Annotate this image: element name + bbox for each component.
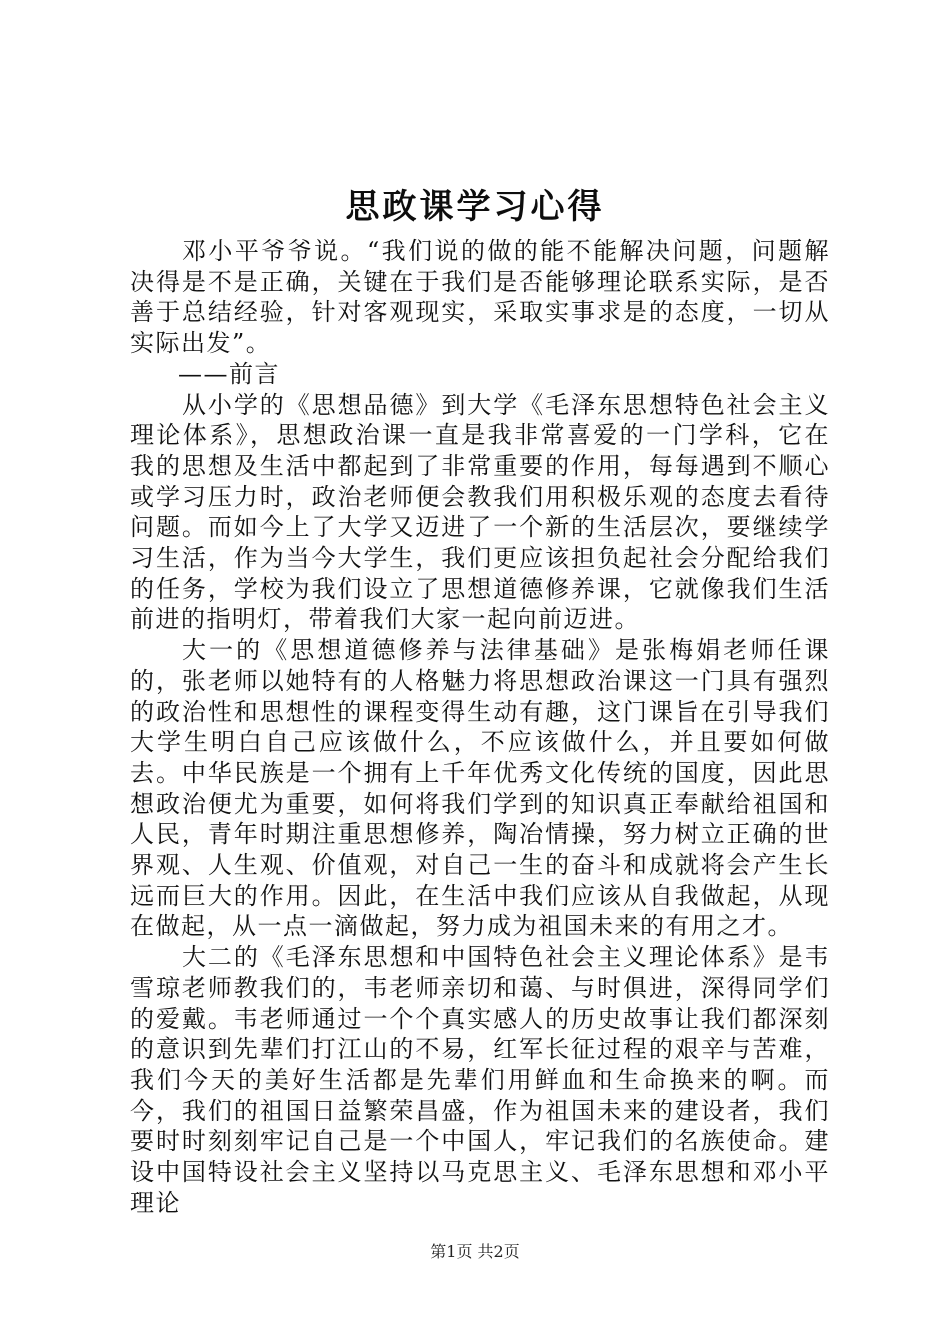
paragraph-attribution: ——前言 (178, 359, 280, 388)
page-footer: 第1页 共2页 (430, 1242, 520, 1261)
document-body (130, 236, 830, 1219)
paragraph-quote: 邓小平爷爷说。“我们说的做的能不能解决问题，问题解决得是不是正确，关键在于我们是否能够理论联系实际，是否善于总结经验，针对客观现实，采取实事求是的态度，一切从实际出发”。 (130, 237, 830, 358)
paragraph-intro: 从小学的《思想品德》到大学《毛泽东思想特色社会主义理论体系》，思想政治课一直是我非常喜爱的一门学科，它在我的思想及生活中都起到了非常重要的作用，每每遇到不顺心或学习压力时，政治老师便会教我们用积极乐观的态度去看待问题。而如今上了大学又迈进了一个新的生活层次，要继续学习生活，作为当今大学生，我们更应该担负起社会分配给我们的任务，学校为我们设立了思想道德修养课，它就像我们生活前进的指明灯，带着我们大家一起向前迈进。 (130, 390, 830, 634)
document-title: 思政课学习心得 (345, 187, 605, 227)
paragraph-first-year: 大一的《思想道德修养与法律基础》是张梅娟老师任课的，张老师以她特有的人格魅力将思想政治课这一门具有强烈的政治性和思想性的课程变得生动有趣，这门课旨在引导我们大学生明白自己应该做什么，不应该做什么，并且要如何做去。中华民族是一个拥有上千年优秀文化传统的国度，因此思想政治便尤为重要，如何将我们学到的知识真正奉献给祖国和人民，青年时期注重思想修养，陶冶情操，努力树立正确的世界观、人生观、价值观，对自己一生的奋斗和成就将会产生长远而巨大的作用。因此，在生活中我们应该从自我做起，从现在做起，从一点一滴做起，努力成为祖国未来的有用之才。 (130, 636, 830, 941)
paragraph-second-year: 大二的《毛泽东思想和中国特色社会主义理论体系》是韦雪琼老师教我们的，韦老师亲切和蔼、与时俱进，深得同学们的爱戴。韦老师通过一个个真实感人的历史故事让我们都深刻的意识到先辈们打江山的不易，红军长征过程的艰辛与苦难，我们今天的美好生活都是先辈们用鲜血和生命换来的啊。而今，我们的祖国日益繁荣昌盛，作为祖国未来的建设者，我们要时时刻刻牢记自己是一个中国人，牢记我们的名族使命。建设中国特设社会主义坚持以马克思主义、毛泽东思想和邓小平理论 (130, 943, 830, 1217)
